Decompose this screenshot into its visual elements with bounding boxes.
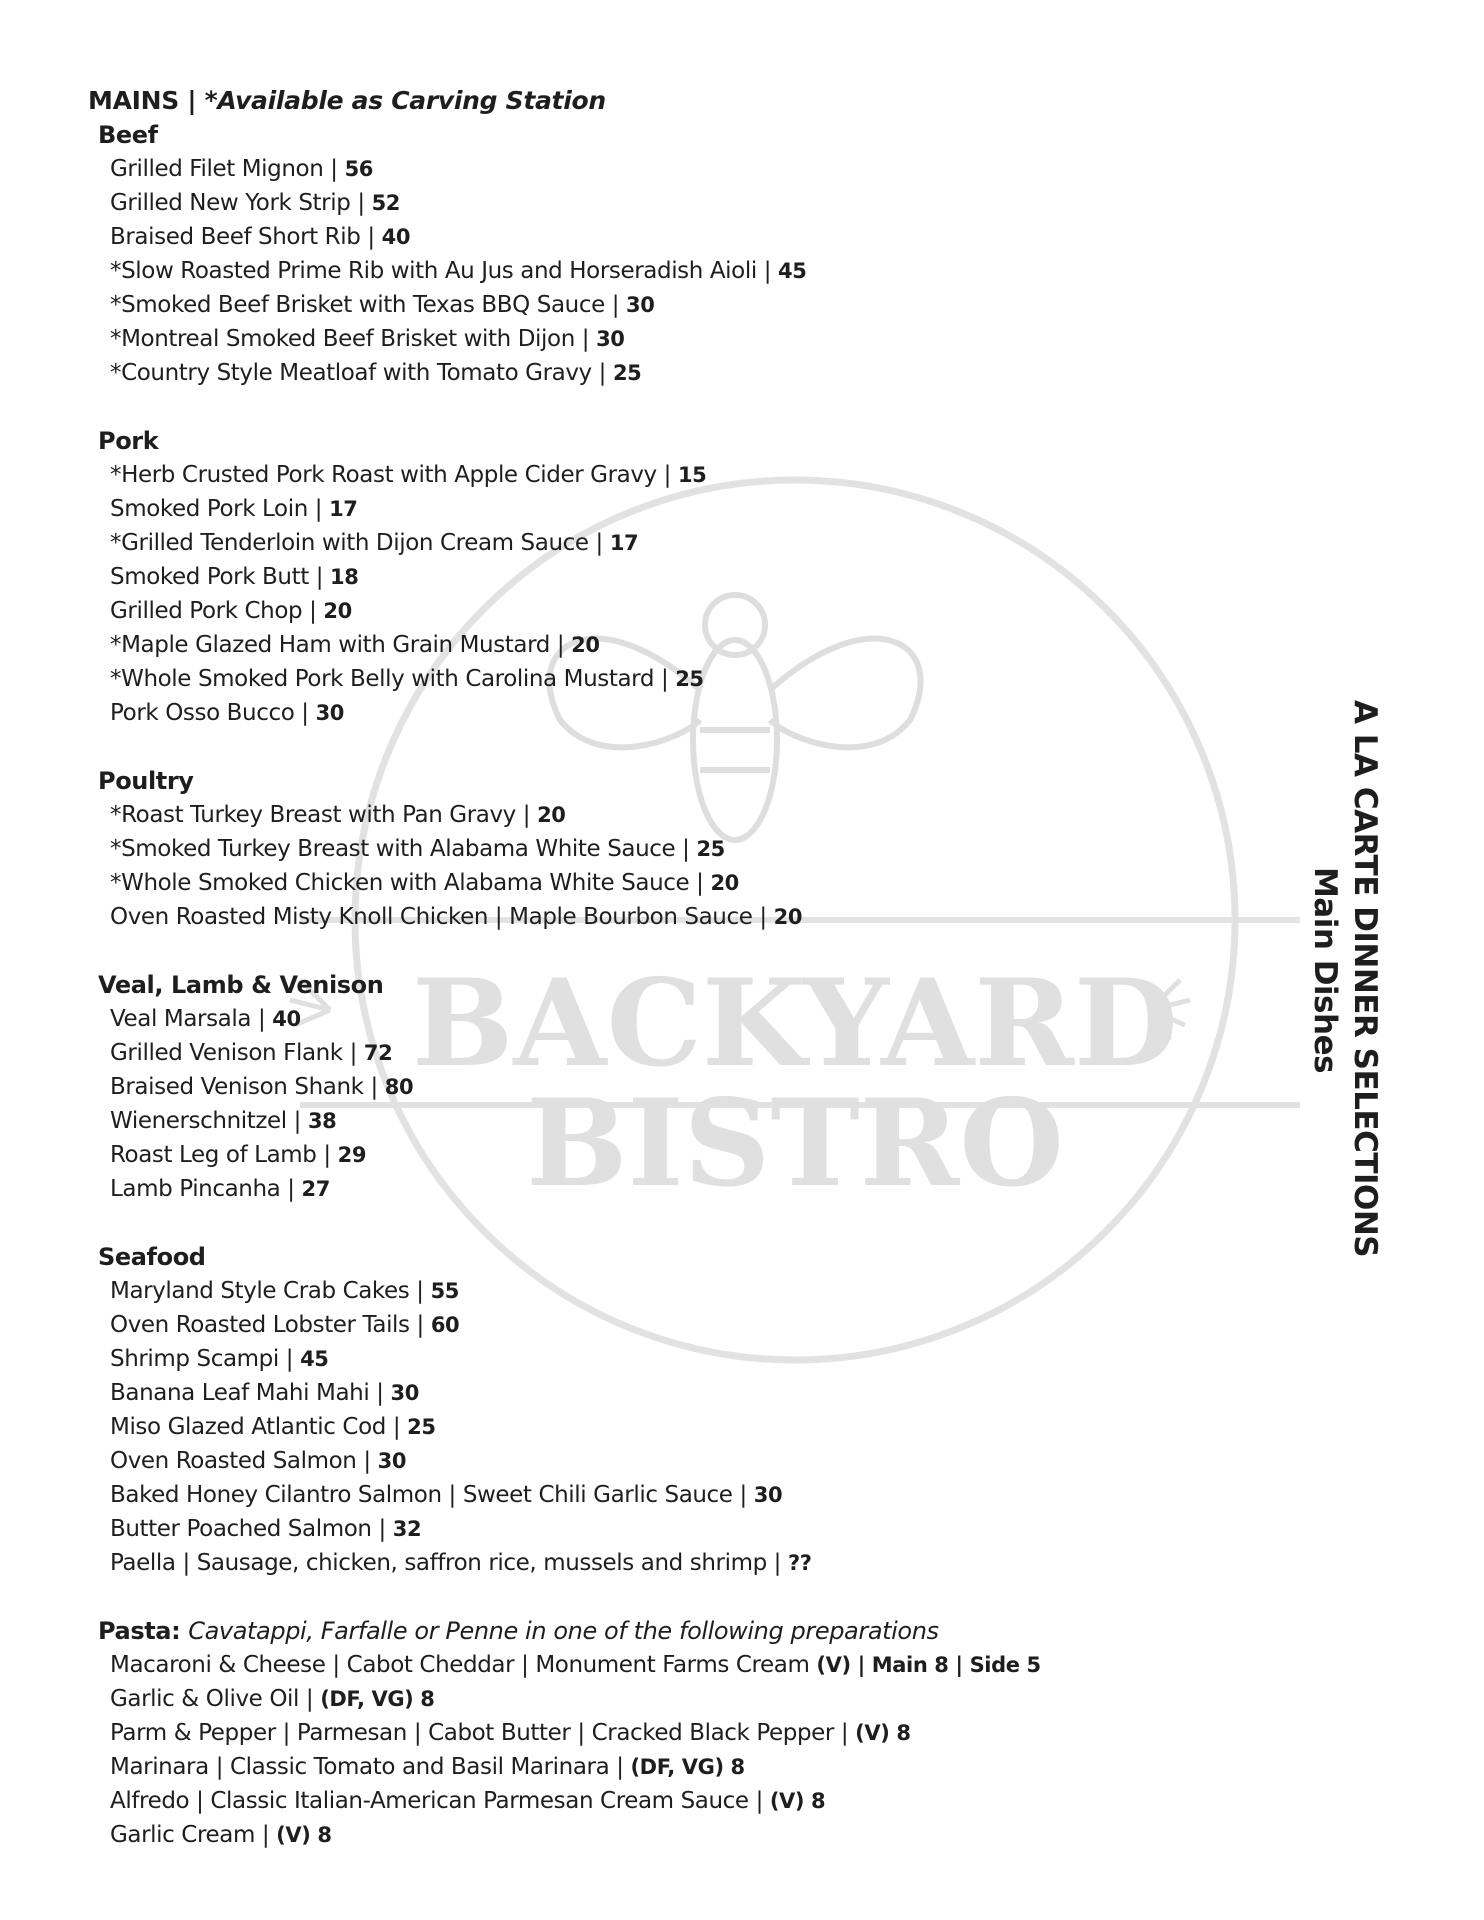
menu-item-name: Grilled Venison Flank |: [110, 1040, 357, 1066]
menu-item: [110, 628, 1268, 662]
section-title-text: Seafood: [98, 1243, 206, 1271]
menu-item: [110, 1512, 1268, 1546]
menu-item-name: Maryland Style Crab Cakes |: [110, 1278, 424, 1304]
menu-item: [110, 254, 1268, 288]
menu-item-name: *Smoked Turkey Breast with Alabama White Sauce |: [110, 836, 690, 862]
menu: [88, 84, 1268, 1886]
menu-item: [110, 186, 1268, 220]
menu-item-price: ??: [787, 1551, 812, 1575]
menu-section: [88, 424, 1268, 730]
menu-section: [88, 968, 1268, 1206]
menu-item: [110, 1002, 1268, 1036]
menu-item-name: Wienerschnitzel |: [110, 1108, 302, 1134]
menu-item: [110, 1410, 1268, 1444]
menu-item-price: 15: [677, 463, 707, 487]
section-title-text: Pasta:: [98, 1617, 181, 1645]
menu-item-price: 30: [377, 1449, 407, 1473]
menu-item: [110, 322, 1268, 356]
menu-item: [110, 696, 1268, 730]
menu-item-price: 32: [392, 1517, 422, 1541]
menu-item-price: 25: [407, 1415, 436, 1439]
menu-item-name: Alfredo | Classic Italian-American Parmesan Cream Sauce |: [110, 1788, 763, 1814]
menu-item-name: Braised Beef Short Rib |: [110, 224, 375, 250]
watermark-line1: BACKYARD: [412, 953, 1178, 1094]
menu-item-name: Banana Leaf Mahi Mahi |: [110, 1380, 384, 1406]
menu-section: [88, 1240, 1268, 1580]
menu-item-name: Veal Marsala |: [110, 1006, 266, 1032]
menu-item-price: 55: [430, 1279, 459, 1303]
menu-item: [110, 1716, 1268, 1750]
menu-item-name: Paella | Sausage, chicken, saffron rice, mussels and shrimp |: [110, 1550, 782, 1576]
menu-item-price: 45: [778, 259, 807, 283]
menu-item-name: Miso Glazed Atlantic Cod |: [110, 1414, 401, 1440]
menu-item-price: 30: [596, 327, 625, 351]
menu-item-name: Garlic Cream |: [110, 1822, 270, 1848]
menu-item-name: Grilled Pork Chop |: [110, 598, 317, 624]
menu-item-name: Shrimp Scampi |: [110, 1346, 294, 1372]
menu-item: [110, 1478, 1268, 1512]
menu-item-price: (V) 8: [855, 1721, 911, 1745]
menu-item-price: 30: [390, 1381, 419, 1405]
menu-section: [88, 118, 1268, 390]
menu-item-name: *Country Style Meatloaf with Tomato Gravy |: [110, 360, 607, 386]
section-title: [98, 424, 1268, 458]
menu-item-price: (V) 8: [276, 1823, 332, 1847]
section-title: [98, 1240, 1268, 1274]
menu-item: [110, 1648, 1268, 1682]
menu-item-name: Grilled Filet Mignon |: [110, 156, 338, 182]
menu-item: [110, 1376, 1268, 1410]
menu-item-price: 20: [773, 905, 803, 929]
section-title: [98, 968, 1268, 1002]
menu-item-name: *Montreal Smoked Beef Brisket with Dijon |: [110, 326, 590, 352]
menu-item-price: 30: [753, 1483, 783, 1507]
menu-item: [110, 1036, 1268, 1070]
menu-item: [110, 288, 1268, 322]
menu-item-name: Macaroni & Cheese | Cabot Cheddar | Monument Farms Cream: [110, 1652, 810, 1678]
watermark-line2: BISTRO: [526, 1073, 1064, 1214]
menu-item: [110, 1682, 1268, 1716]
menu-item: [110, 526, 1268, 560]
mains-title: MAINS |: [88, 86, 197, 115]
menu-item-name: Grilled New York Strip |: [110, 190, 365, 216]
section-title: [98, 764, 1268, 798]
side-title-main: A LA CARTE DINNER SELECTIONS: [1347, 700, 1383, 1258]
menu-item: [110, 1172, 1268, 1206]
menu-item: [110, 152, 1268, 186]
menu-item-name: *Slow Roasted Prime Rib with Au Jus and Horseradish Aioli |: [110, 258, 772, 284]
menu-item-price: 80: [384, 1075, 414, 1099]
menu-item: [110, 1784, 1268, 1818]
menu-sections: [88, 118, 1268, 1852]
menu-item-name: Braised Venison Shank |: [110, 1074, 378, 1100]
menu-item-price: (V) | Main 8 | Side 5: [816, 1653, 1041, 1677]
menu-item-name: *Maple Glazed Ham with Grain Mustard |: [110, 632, 565, 658]
section-title: [98, 118, 1268, 152]
menu-item-price: 45: [300, 1347, 329, 1371]
menu-item-name: *Grilled Tenderloin with Dijon Cream Sauce |: [110, 530, 603, 556]
menu-item-name: Lamb Pincanha |: [110, 1176, 295, 1202]
menu-item-name: Marinara | Classic Tomato and Basil Marinara |: [110, 1754, 624, 1780]
menu-item-price: 25: [675, 667, 704, 691]
menu-item: [110, 220, 1268, 254]
menu-item-name: Butter Poached Salmon |: [110, 1516, 386, 1542]
menu-item: [110, 866, 1268, 900]
menu-item: [110, 900, 1268, 934]
menu-item-name: *Smoked Beef Brisket with Texas BBQ Sauce |: [110, 292, 620, 318]
menu-item: [110, 492, 1268, 526]
menu-item: [110, 1750, 1268, 1784]
menu-item-price: 72: [363, 1041, 393, 1065]
menu-item: [110, 1138, 1268, 1172]
menu-item-price: 30: [315, 701, 344, 725]
menu-section: [88, 764, 1268, 934]
menu-item: [110, 356, 1268, 390]
menu-item-price: 20: [537, 803, 566, 827]
menu-item: [110, 594, 1268, 628]
menu-item-price: 20: [710, 871, 739, 895]
menu-item-name: Smoked Pork Loin |: [110, 496, 323, 522]
menu-item-name: Parm & Pepper | Parmesan | Cabot Butter | Cracked Black Pepper |: [110, 1720, 849, 1746]
menu-item-name: Pork Osso Bucco |: [110, 700, 309, 726]
menu-item-name: Garlic & Olive Oil |: [110, 1686, 314, 1712]
menu-item: [110, 458, 1268, 492]
menu-item: [110, 1818, 1268, 1852]
menu-item-name: Oven Roasted Salmon |: [110, 1448, 371, 1474]
menu-item-price: 40: [381, 225, 411, 249]
menu-item-name: *Whole Smoked Chicken with Alabama White Sauce |: [110, 870, 704, 896]
menu-item-name: Oven Roasted Misty Knoll Chicken | Maple Bourbon Sauce |: [110, 904, 767, 930]
section-title-text: Poultry: [98, 767, 194, 795]
menu-item-name: *Whole Smoked Pork Belly with Carolina Mustard |: [110, 666, 669, 692]
menu-item-price: 25: [696, 837, 725, 861]
menu-item-price: 20: [571, 633, 600, 657]
side-title-sub: Main Dishes: [1307, 866, 1343, 1074]
menu-item: [110, 662, 1268, 696]
section-title-text: Pork: [98, 427, 159, 455]
carving-note: *Available as Carving Station: [204, 86, 606, 115]
menu-item-price: 25: [612, 361, 642, 385]
menu-item-name: *Roast Turkey Breast with Pan Gravy |: [110, 802, 531, 828]
menu-item-price: 18: [330, 565, 359, 589]
menu-item: [110, 1070, 1268, 1104]
menu-item-price: 52: [371, 191, 401, 215]
menu-item-price: 29: [337, 1143, 367, 1167]
section-title-text: Beef: [98, 121, 158, 149]
menu-item-price: (DF, VG) 8: [320, 1687, 435, 1711]
menu-item-name: *Herb Crusted Pork Roast with Apple Cider Gravy |: [110, 462, 672, 488]
menu-item-price: 38: [307, 1109, 337, 1133]
menu-item-price: (V) 8: [769, 1789, 826, 1813]
menu-item-price: 60: [430, 1313, 460, 1337]
menu-item-price: (DF, VG) 8: [630, 1755, 745, 1779]
menu-item-price: 17: [609, 531, 639, 555]
menu-item-name: Smoked Pork Butt |: [110, 564, 324, 590]
section-title-text: Veal, Lamb & Venison: [98, 971, 384, 999]
menu-item: [110, 1104, 1268, 1138]
menu-item-price: 27: [301, 1177, 330, 1201]
menu-item: [110, 1308, 1268, 1342]
menu-section: [88, 1614, 1268, 1852]
menu-item: [110, 1546, 1268, 1580]
menu-item: [110, 832, 1268, 866]
menu-item-name: Baked Honey Cilantro Salmon | Sweet Chili Garlic Sauce |: [110, 1482, 747, 1508]
menu-item: [110, 560, 1268, 594]
menu-item-name: Roast Leg of Lamb |: [110, 1142, 331, 1168]
menu-item-price: 17: [329, 497, 358, 521]
menu-item-price: 20: [323, 599, 352, 623]
menu-item-price: 56: [344, 157, 374, 181]
menu-item: [110, 1342, 1268, 1376]
section-title: [98, 1614, 1268, 1648]
menu-item-price: 40: [272, 1007, 301, 1031]
menu-item-price: 30: [626, 293, 655, 317]
menu-item: [110, 798, 1268, 832]
menu-item: [110, 1444, 1268, 1478]
section-note: Cavatappi, Farfalle or Penne in one of the following preparations: [188, 1617, 939, 1645]
mains-header: [88, 84, 1268, 118]
menu-item: [110, 1274, 1268, 1308]
menu-item-name: Oven Roasted Lobster Tails |: [110, 1312, 424, 1338]
